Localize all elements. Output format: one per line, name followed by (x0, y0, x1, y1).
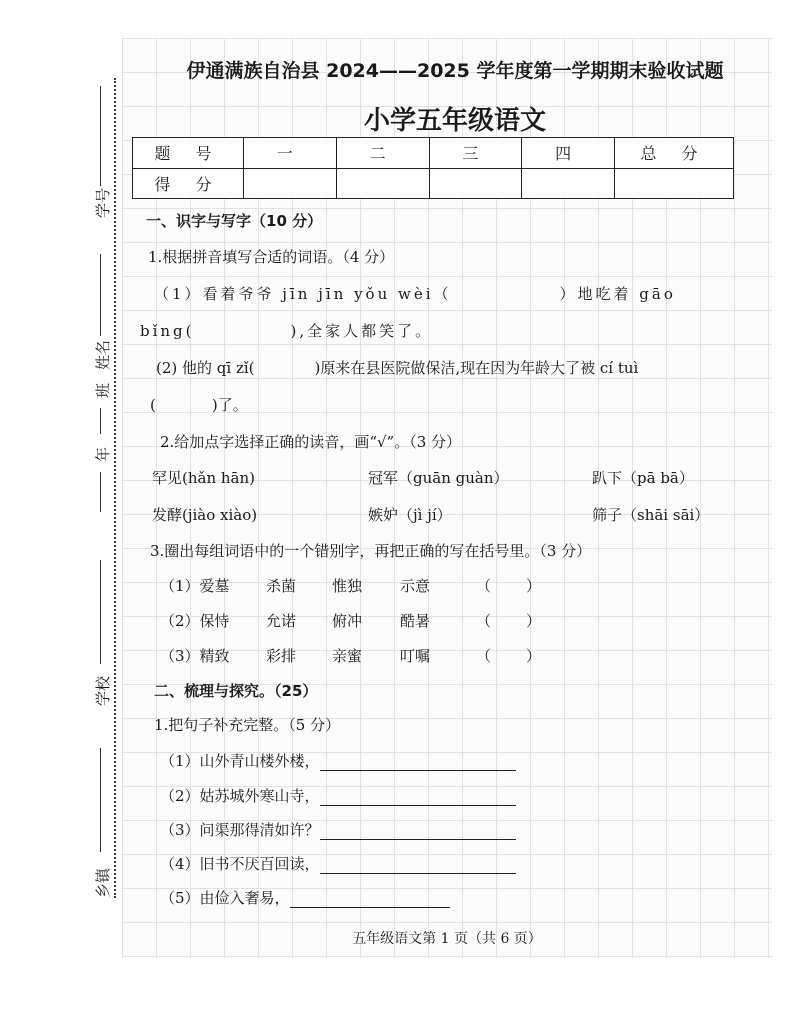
grade-blank[interactable] (100, 472, 101, 512)
score-table-cell: 二 (336, 138, 429, 169)
verse-answer-line[interactable] (320, 789, 516, 806)
q3-word[interactable]: （3）精致 (160, 647, 230, 665)
q3-word[interactable]: 示意 (400, 577, 431, 595)
exam-subtitle: 小学五年级语文 (363, 106, 546, 136)
label-name: 姓名 (94, 339, 112, 370)
label-grade: 年 (94, 446, 112, 462)
q3-prompt: 3.圈出每组词语中的一个错别字，再把正确的写在括号里。（3 分） (150, 542, 592, 560)
q3-answer-open[interactable]: （ (476, 577, 492, 595)
score-table-cell: 一 (244, 138, 337, 169)
page-footer: 五年级语文第 1 页（共 6 页） (352, 931, 542, 947)
score-table-cell: 题 号 (133, 138, 244, 169)
label-township: 乡镇 (94, 867, 112, 898)
verse-answer-line[interactable] (320, 823, 516, 840)
q1-line4 (150, 394, 248, 415)
verse-answer-line[interactable] (290, 891, 450, 908)
score-table-cell: 得 分 (133, 168, 244, 199)
score-input-cell[interactable] (336, 168, 429, 199)
q3-word[interactable]: 惟独 (332, 577, 363, 595)
student-number-blank[interactable] (100, 86, 101, 186)
s2-q1-prompt: 1.把句子补充完整。（5 分） (154, 716, 341, 734)
q1-line2-text-b: ),全家人都笑了。 (290, 322, 434, 340)
q3-word[interactable]: 彩排 (266, 647, 297, 665)
verse-text: （3）问渠那得清如许？ (160, 821, 320, 839)
verse-item (160, 853, 516, 874)
q1-line1-text-a: （1）看着爷爷 jīn jīn yǒu wèi（ (154, 285, 452, 303)
q3-answer-close[interactable]: ） (526, 612, 542, 630)
q3-word[interactable]: 酷暑 (400, 612, 431, 630)
q1-line4-text-b: )了。 (211, 396, 248, 414)
q1-line1 (154, 283, 676, 304)
school-blank[interactable] (100, 560, 101, 664)
score-table-cell: 四 (522, 138, 615, 169)
township-blank[interactable] (100, 748, 101, 852)
binding-dotted-line (114, 78, 116, 898)
score-input-cell[interactable] (429, 168, 522, 199)
q2-option[interactable]: 趴下（pā bā） (592, 469, 694, 487)
q3-word[interactable]: 允诺 (266, 612, 297, 630)
q1-line4-text-a: ( (150, 396, 156, 414)
score-table-score-row (133, 168, 734, 199)
q2-option[interactable]: 嫉妒（jì jí） (368, 506, 452, 524)
score-input-cell[interactable] (615, 168, 734, 199)
verse-item (160, 887, 450, 908)
q3-word[interactable]: 杀菌 (266, 577, 297, 595)
exam-title: 伊通满族自治县 2024——2025 学年度第一学期期末验收试题 (186, 60, 724, 82)
verse-item (160, 819, 516, 840)
verse-answer-line[interactable] (320, 754, 516, 771)
label-school: 学校 (94, 675, 112, 706)
q2-prompt: 2.给加点字选择正确的读音，画“√”。（3 分） (160, 433, 462, 451)
q1-line3-text-a: (2) 他的 qī zǐ( (156, 359, 255, 377)
binding-margin (0, 0, 122, 1028)
q3-word[interactable]: 叮嘱 (400, 647, 431, 665)
verse-item (160, 785, 516, 806)
score-table-cell: 总 分 (615, 138, 734, 169)
q3-word[interactable]: 亲蜜 (332, 647, 363, 665)
q2-option[interactable]: 冠军（guān guàn） (368, 469, 509, 487)
score-input-cell[interactable] (244, 168, 337, 199)
name-blank[interactable] (100, 254, 101, 336)
q1-line2-text-a: bǐng( (140, 322, 195, 340)
score-table (132, 137, 734, 199)
score-table-cell: 三 (429, 138, 522, 169)
verse-text: （1）山外青山楼外楼， (160, 752, 320, 770)
verse-text: （4）旧书不厌百回读， (160, 855, 320, 873)
section2-heading: 二、梳理与探究。（25） (154, 682, 318, 700)
q2-option[interactable]: 发酵(jiào xiào) (152, 506, 258, 524)
q3-answer-close[interactable]: ） (526, 577, 542, 595)
q3-word[interactable]: 俯冲 (332, 612, 363, 630)
q1-prompt: 1.根据拼音填写合适的词语。（4 分） (148, 248, 395, 266)
q3-answer-open[interactable]: （ (476, 647, 492, 665)
q1-line3 (156, 357, 638, 378)
q1-line2 (140, 320, 433, 341)
q2-option[interactable]: 罕见(hǎn hān) (152, 469, 256, 487)
label-class: 班 (94, 382, 112, 398)
section1-heading: 一、识字与写字（10 分） (146, 212, 323, 230)
score-table-header-row (133, 138, 734, 169)
q1-line1-text-b: ）地吃着 gāo (559, 285, 676, 303)
verse-text: （5）由俭入奢易， (160, 889, 290, 907)
q2-option[interactable]: 筛子（shāi sāi） (592, 506, 710, 524)
verse-item (160, 750, 516, 771)
verse-answer-line[interactable] (320, 857, 516, 874)
class-blank[interactable] (100, 408, 101, 434)
q3-word[interactable]: （1）爱墓 (160, 577, 230, 595)
q3-word[interactable]: （2）保恃 (160, 612, 230, 630)
score-input-cell[interactable] (522, 168, 615, 199)
q3-answer-close[interactable]: ） (526, 647, 542, 665)
q1-line3-text-b: )原来在县医院做保洁,现在因为年龄大了被 cí tuì (314, 359, 639, 377)
label-student-number: 学号 (94, 187, 112, 218)
q3-answer-open[interactable]: （ (476, 612, 492, 630)
verse-text: （2）姑苏城外寒山寺， (160, 787, 320, 805)
